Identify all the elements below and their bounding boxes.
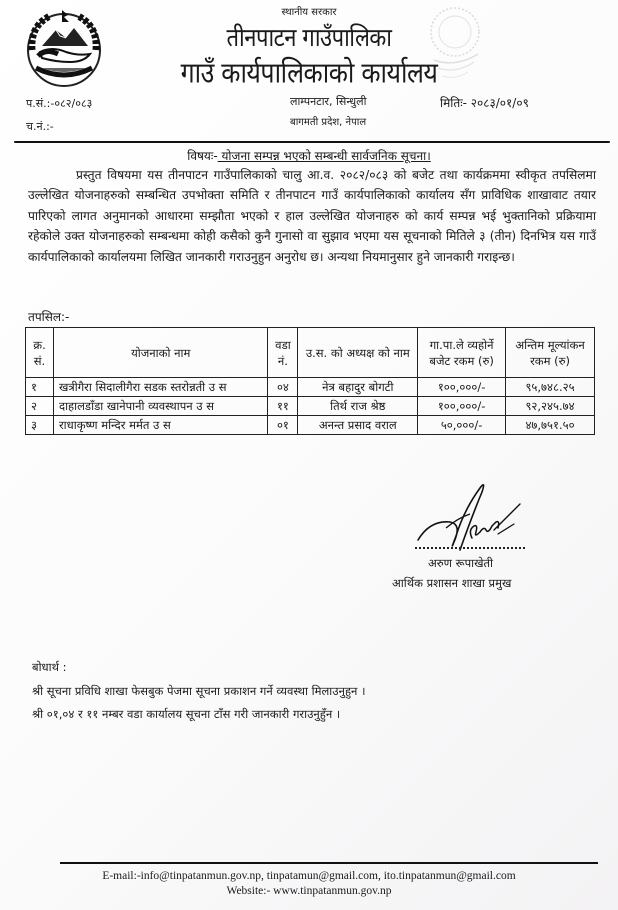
address-line-2: बागमती प्रदेश, नेपाल [290,117,367,128]
cell-budget: १००,०००/- [418,378,506,397]
header-divider [14,141,610,143]
address-line-1: लाम्पनटार, सिन्धुली [290,95,367,108]
cell-chair-name: तिर्थ राज श्रेष्ठ [298,397,418,416]
subject-label: विषयः- [187,149,218,163]
table-header-row [26,328,595,378]
cc-label: बोधार्थ : [32,660,67,674]
cc-item: श्री ०१,०४ र ११ नम्बर वडा कार्यालय सूचना टाँस गरी जानकारी गराउनुहुँन । [32,707,341,721]
table-row [26,416,595,435]
notice-paragraph: प्रस्तुत विषयमा यस तीनपाटन गाउँपालिकाको चालु आ.व. २०८२/०८३ को बजेट तथा कार्यक्रममा स्वीकृत तपसिलमा उल्लेखित योजनाहरुको सम्बन्धित उपभोक्ता समिति र तीनपाटन गाउँ कार्यपालिकाको कार्यालय सँग प्राविधिक शाखावाट तयार पारिएको लागत अनुमानको आधारमा सम्झौता भएको र हाल उल्लेखित योजनाहरु को कार्य सम्पन्न भई भुक्तानिको प्रक्रियामा रहेकोले उक्त योजनाहरुको सम्बन्धमा कोही कसैको कुनै गुनासो वा सुझाव भएमा यस सूचनाको मितिले ३ (तीन) दिनभित्र यस गाउँ कार्यपालिकाको कार्यालयमा लिखित जानकारी गराउनुहुन अनुरोध छ। अन्यथा नियमानुसार हुने जानकारी गराइन्छ। [28,168,596,264]
header-serial-number: क्र. सं. [26,328,54,378]
footer-email: E-mail:-info@tinpatanmun.gov.np, tinpatamun@gmail.com, ito.tinpatanmun@gmail.com [102,870,516,882]
cell-ward-number: ०४ [268,378,298,397]
cell-serial-number: ३ [26,416,54,435]
projects-table [25,327,595,435]
cell-ward-number: ११ [268,397,298,416]
cell-serial-number: २ [26,397,54,416]
cell-project-name: खत्रीगैरा सिदालीगैरा सडक स्तरोन्नती उ स [53,378,267,397]
signer-name: अरुण रूपाखेती [428,556,494,570]
document-date: मितिः- २०८३/०१/०९ [440,96,529,110]
cell-budget: १००,०००/- [418,397,506,416]
cell-final-valuation: ९५,७४८.२५ [506,378,595,397]
cc-item: श्री सूचना प्रविधि शाखा फेसबुक पेजमा सूचना प्रकाशन गर्ने व्यवस्था मिलाउनुहुन । [32,684,366,698]
signature-line [415,547,525,549]
cell-final-valuation: ४७,७५१.५० [506,416,595,435]
table-row [26,397,595,416]
cell-final-valuation: ९२,२४५.७४ [506,397,595,416]
header-chair-name: उ.स. को अध्यक्ष को नाम [298,328,418,378]
reference-number: प.सं.:-०८२/०८३ [26,97,93,110]
header-final-valuation: अन्तिम मूल्यांकन रकम (रु) [506,328,595,378]
subject-text: योजना सम्पन्न भएको सम्बन्धी सार्वजनिक सूचना। [217,149,431,163]
cell-project-name: दाहालडाँडा खानेपानी व्यवस्थापन उ स [53,397,267,416]
header-budget: गा.पा.ले व्यहोर्ने बजेट रकम (रु) [418,328,506,378]
cell-chair-name: अनन्त प्रसाद वराल [298,416,418,435]
header-project-name: योजनाको नाम [53,328,267,378]
header-ward-number: वडा नं. [268,328,298,378]
handwritten-signature-icon [410,480,540,555]
office-name: गाउँ कार्यपालिकाको कार्यालय [180,55,438,90]
cell-budget: ५०,०००/- [418,416,506,435]
dispatch-number: च.नं.:- [26,120,54,133]
local-government-label: स्थानीय सरकार [281,7,337,18]
details-label: तपसिल:- [28,310,70,324]
cell-project-name: राधाकृष्ण मन्दिर मर्मत उ स [53,416,267,435]
municipality-name: तीनपाटन गाउँपालिका [226,24,392,54]
table-row [26,378,595,397]
footer-divider [60,862,598,864]
subject-line [0,147,618,164]
cell-ward-number: ०१ [268,416,298,435]
footer-website: Website:- www.tinpatanmun.gov.np [226,885,392,897]
cell-serial-number: १ [26,378,54,397]
signer-title: आर्थिक प्रशासन शाखा प्रमुख [392,576,512,590]
cell-chair-name: नेत्र बहादुर बोगटी [298,378,418,397]
